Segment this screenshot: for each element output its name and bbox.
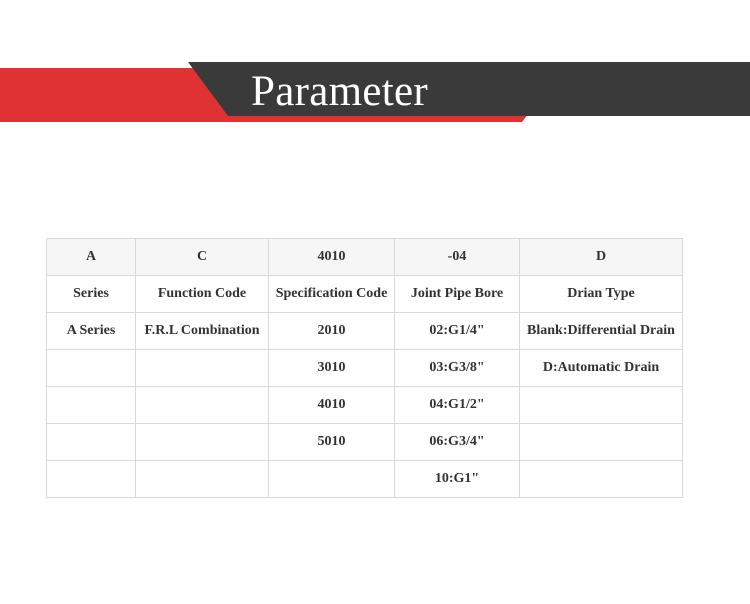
table-row <box>47 350 683 387</box>
table-cell <box>520 461 683 498</box>
table-cell: 4010 <box>269 239 395 276</box>
table-cell <box>47 350 136 387</box>
header-banner <box>0 0 750 130</box>
table-cell: A Series <box>47 313 136 350</box>
table-cell: 04:G1/2" <box>395 387 520 424</box>
table-cell <box>269 461 395 498</box>
table-cell: A <box>47 239 136 276</box>
table-cell: F.R.L Combination <box>136 313 269 350</box>
table-row <box>47 461 683 498</box>
table-cell: 4010 <box>269 387 395 424</box>
table-cell: 2010 <box>269 313 395 350</box>
table-cell <box>47 461 136 498</box>
table-code-row <box>47 239 683 276</box>
table-cell <box>47 387 136 424</box>
table-cell <box>136 350 269 387</box>
table-cell: D <box>520 239 683 276</box>
table-cell <box>520 387 683 424</box>
table-cell: 02:G1/4" <box>395 313 520 350</box>
page-title: Parameter <box>251 68 428 115</box>
table-cell: 3010 <box>269 350 395 387</box>
table-row <box>47 387 683 424</box>
table-row <box>47 313 683 350</box>
table-row <box>47 424 683 461</box>
table-cell <box>47 424 136 461</box>
table-cell: C <box>136 239 269 276</box>
table-cell: Function Code <box>136 276 269 313</box>
table-cell: 5010 <box>269 424 395 461</box>
table-cell: Blank:Differential Drain <box>520 313 683 350</box>
table-cell <box>136 424 269 461</box>
table-header-row <box>47 276 683 313</box>
table-cell: Drian Type <box>520 276 683 313</box>
table-cell: 10:G1" <box>395 461 520 498</box>
table-cell <box>136 387 269 424</box>
parameter-table <box>46 238 683 498</box>
table-cell: D:Automatic Drain <box>520 350 683 387</box>
table-cell: Specification Code <box>269 276 395 313</box>
table-cell <box>520 424 683 461</box>
table-cell: Series <box>47 276 136 313</box>
table-cell: 03:G3/8" <box>395 350 520 387</box>
table-cell: -04 <box>395 239 520 276</box>
table-cell <box>136 461 269 498</box>
table-cell: Joint Pipe Bore <box>395 276 520 313</box>
table-cell: 06:G3/4" <box>395 424 520 461</box>
